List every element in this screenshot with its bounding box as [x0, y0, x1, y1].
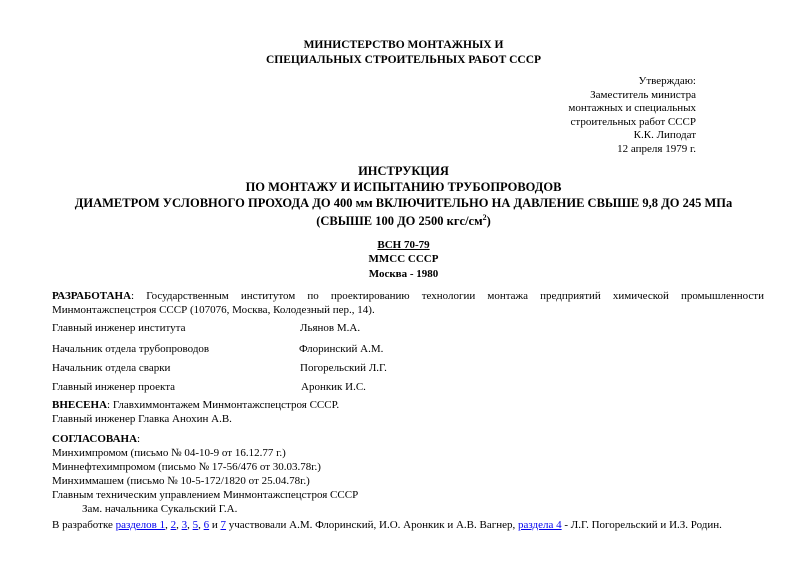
title-line-4 — [0, 213, 807, 229]
section-7-link[interactable]: 7 — [220, 519, 227, 531]
section-5-link[interactable]: 5 — [192, 519, 199, 531]
ministry-line-1: МИНИСТЕРСТВО МОНТАЖНЫХ И — [303, 39, 504, 51]
submitted-text: : Главхиммонтажем Минмонтажспецстроя СССР. — [107, 399, 340, 411]
document-code-block — [0, 238, 807, 266]
credits-middle: участвовали А.М. Флоринский, И.О. Аронкик и А.В. Вагнер, — [226, 519, 518, 531]
staff-role: Начальник отдела трубопроводов — [52, 343, 210, 355]
staff-name: Аронкик И.С. — [301, 381, 366, 393]
place-year: Москва - 1980 — [368, 268, 439, 280]
title-line-4-suffix: ) — [486, 214, 491, 228]
agreed-line: Минхимпромом (письмо № 04-10-9 от 16.12.77 г.) — [52, 447, 286, 459]
staff-role: Начальник отдела сварки — [52, 362, 171, 374]
credits-conjunction: и — [209, 519, 221, 531]
agreed-block — [52, 432, 358, 516]
title-line-2: ПО МОНТАЖУ И ИСПЫТАНИЮ ТРУБОПРОВОДОВ — [245, 180, 562, 194]
section-4-link[interactable]: раздела 4 — [517, 519, 562, 531]
approval-line-3: монтажных и специальных — [568, 102, 696, 114]
title-line-3: ДИАМЕТРОМ УСЛОВНОГО ПРОХОДА ДО 400 мм ВКЛЮЧИТЕЛЬНО НА ДАВЛЕНИЕ СВЫШЕ 9,8 ДО 245 МПа — [74, 196, 733, 210]
agreed-colon: : — [137, 433, 141, 445]
approval-line-2: Заместитель министра — [590, 88, 696, 101]
credits-suffix: - Л.Г. Погорельский и И.З. Родин. — [561, 519, 722, 531]
staff-role: Главный инженер проекта — [52, 381, 176, 393]
approval-block — [540, 75, 696, 156]
agreed-line: Миннефтехимпромом (письмо № 17-56/476 от 30.03.78г.) — [52, 461, 321, 473]
credits-separator: , — [176, 519, 182, 531]
credits-separator: , — [165, 519, 171, 531]
agreed-label: СОГЛАСОВАНА — [52, 433, 138, 445]
credits-separator: , — [198, 519, 204, 531]
approval-line-6: 12 апреля 1979 г. — [617, 142, 696, 155]
staff-role: Главный инженер института — [52, 322, 186, 334]
staff-name: Флоринский А.М. — [299, 343, 384, 355]
title-line-4-superscript: 2 — [482, 212, 487, 222]
section-2-link[interactable]: 2 — [170, 519, 177, 531]
document-org: ММСС СССР — [368, 253, 439, 265]
sections-1-link[interactable]: разделов 1 — [115, 519, 166, 531]
section-3-link[interactable]: 3 — [181, 519, 188, 531]
ministry-line-2: СПЕЦИАЛЬНЫХ СТРОИТЕЛЬНЫХ РАБОТ СССР — [265, 54, 542, 66]
developed-label: РАЗРАБОТАНА — [52, 290, 132, 302]
developed-by-paragraph — [52, 289, 764, 317]
title-line-1: ИНСТРУКЦИЯ — [358, 164, 449, 178]
approval-line-5: К.К. Липодат — [633, 129, 696, 141]
agreed-indented-line: Зам. начальника Сукальский Г.А. — [82, 503, 238, 515]
developed-text: : Государственным институтом по проектированию технологии монтажа предприятий химической промышленности Минмонтажспецстроя СССР (107076, Москва, Колодезный пер., 14). — [52, 290, 764, 316]
document-title — [0, 163, 807, 229]
approval-line-4: строительных работ СССР — [570, 115, 696, 128]
staff-name: Погорельский Л.Г. — [300, 362, 387, 374]
submitted-block — [52, 398, 339, 426]
agreed-line: Минхиммашем (письмо № 10-5-172/1820 от 25.04.78г.) — [52, 475, 310, 487]
credits-prefix: В разработке — [52, 519, 116, 531]
submitted-line-2: Главный инженер Главка Анохин А.В. — [52, 413, 232, 425]
title-line-4-prefix: (СВЫШЕ 100 ДО 2500 кгс/см — [316, 214, 483, 228]
agreed-line: Главным техническим управлением Минмонтажспецстроя СССР — [52, 489, 359, 501]
section-6-link[interactable]: 6 — [203, 519, 210, 531]
credits-separator: , — [187, 519, 193, 531]
staff-name: Льянов М.А. — [300, 322, 361, 334]
submitted-label: ВНЕСЕНА — [52, 399, 108, 411]
ministry-heading — [0, 38, 807, 68]
document-code: ВСН 70-79 — [377, 239, 430, 251]
approval-line-1: Утверждаю: — [638, 75, 696, 87]
credits-paragraph — [52, 519, 722, 533]
